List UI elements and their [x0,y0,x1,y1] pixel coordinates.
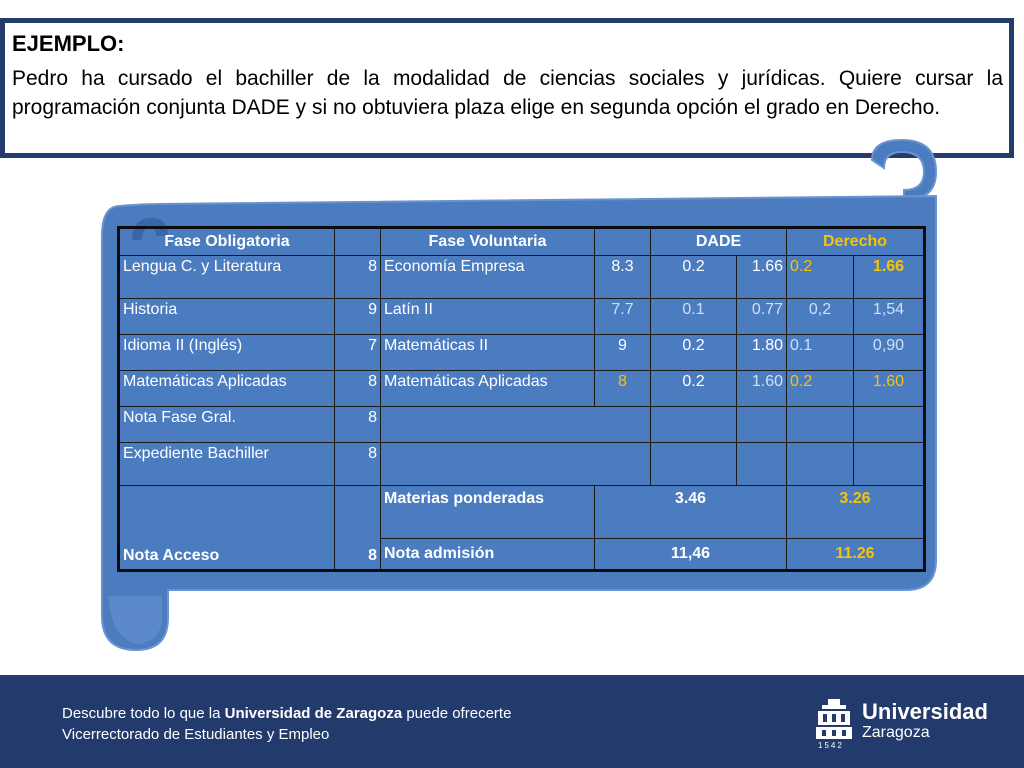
vol-grade-cell: 8 [595,371,651,407]
example-text: Pedro ha cursado el bachiller de la modalidad de ciencias sociales y jurídicas. Quiere cursar la programación conjunta DADE y si no obtuviera plaza elige en segunda opción el grado en Derecho. [12,67,1003,119]
empty-cell [381,443,651,486]
grade-cell: 8 [335,256,381,299]
logo-word-zaragoza: Zaragoza [862,724,930,741]
subject-cell: Matemáticas Aplicadas [119,371,335,407]
logo-word-universidad: Universidad [862,699,988,724]
table-row [119,335,925,371]
subject-cell: Lengua C. y Literatura [119,256,335,299]
empty-cell [651,407,737,443]
dade-weight-cell: 0.2 [651,335,737,371]
table-header-row [119,228,925,256]
footer [0,675,1024,768]
weighted-derecho: 3.26 [787,486,925,539]
dade-weight-cell: 0.2 [651,256,737,299]
derecho-value-cell: 1.66 [854,256,925,299]
dade-weight-cell: 0.2 [651,371,737,407]
header-derecho: Derecho [787,228,925,256]
dade-value-cell: 0.77 [737,299,787,335]
grade-cell: 8 [335,443,381,486]
empty-cell [381,407,651,443]
tower-icon [814,699,854,743]
dade-weight-cell: 0.1 [651,299,737,335]
subject-cell: Historia [119,299,335,335]
footer-tagline [62,705,511,722]
empty-cell [651,443,737,486]
derecho-weight-cell: 0.1 [787,335,854,371]
table-row [119,371,925,407]
grades-table [117,226,926,572]
admission-derecho: 11.26 [787,539,925,571]
header-fase-voluntaria: Fase Voluntaria [381,228,595,256]
empty-cell [737,407,787,443]
grade-cell: 8 [335,371,381,407]
admission-dade: 11,46 [595,539,787,571]
access-value: 8 [335,486,381,571]
empty-cell [737,443,787,486]
admission-label: Nota admisión [381,539,595,571]
vol-grade-cell: 8.3 [595,256,651,299]
header-empty [595,228,651,256]
derecho-weight-cell: 0,2 [787,299,854,335]
access-label: Nota Acceso [119,486,335,571]
grade-cell: 7 [335,335,381,371]
derecho-weight-cell: 0.2 [787,371,854,407]
table-row [119,299,925,335]
subject-cell: Idioma II (Inglés) [119,335,335,371]
vol-grade-cell: 7.7 [595,299,651,335]
footer-department: Vicerrectorado de Estudiantes y Empleo [62,726,330,743]
derecho-value-cell: 0,90 [854,335,925,371]
dade-value-cell: 1.80 [737,335,787,371]
derecho-value-cell: 1.60 [854,371,925,407]
header-empty [335,228,381,256]
grade-cell: 8 [335,407,381,443]
subject-cell: Nota Fase Gral. [119,407,335,443]
vol-subject-cell: Latín II [381,299,595,335]
vol-subject-cell: Matemáticas II [381,335,595,371]
university-logo [812,697,992,757]
subject-cell: Expediente Bachiller [119,443,335,486]
footer-tagline-post: puede ofrecerte [402,705,512,722]
footer-tagline-bold: Universidad de Zaragoza [224,705,403,722]
weighted-label: Materias ponderadas [381,486,595,539]
empty-cell [787,407,854,443]
empty-cell [854,407,925,443]
weighted-row [119,486,925,539]
table-row [119,256,925,299]
empty-cell [787,443,854,486]
empty-cell [854,443,925,486]
derecho-weight-cell: 0.2 [787,256,854,299]
header-fase-obligatoria: Fase Obligatoria [119,228,335,256]
table-row [119,407,925,443]
header-dade: DADE [651,228,787,256]
logo-year: 1542 [818,741,844,750]
table-row [119,443,925,486]
vol-subject-cell: Economía Empresa [381,256,595,299]
derecho-value-cell: 1,54 [854,299,925,335]
grade-cell: 9 [335,299,381,335]
vol-grade-cell: 9 [595,335,651,371]
dade-value-cell: 1.60 [737,371,787,407]
example-title: EJEMPLO: [12,31,125,56]
weighted-dade: 3.46 [595,486,787,539]
footer-tagline-pre: Descubre todo lo que la [62,705,225,722]
dade-value-cell: 1.66 [737,256,787,299]
vol-subject-cell: Matemáticas Aplicadas [381,371,595,407]
